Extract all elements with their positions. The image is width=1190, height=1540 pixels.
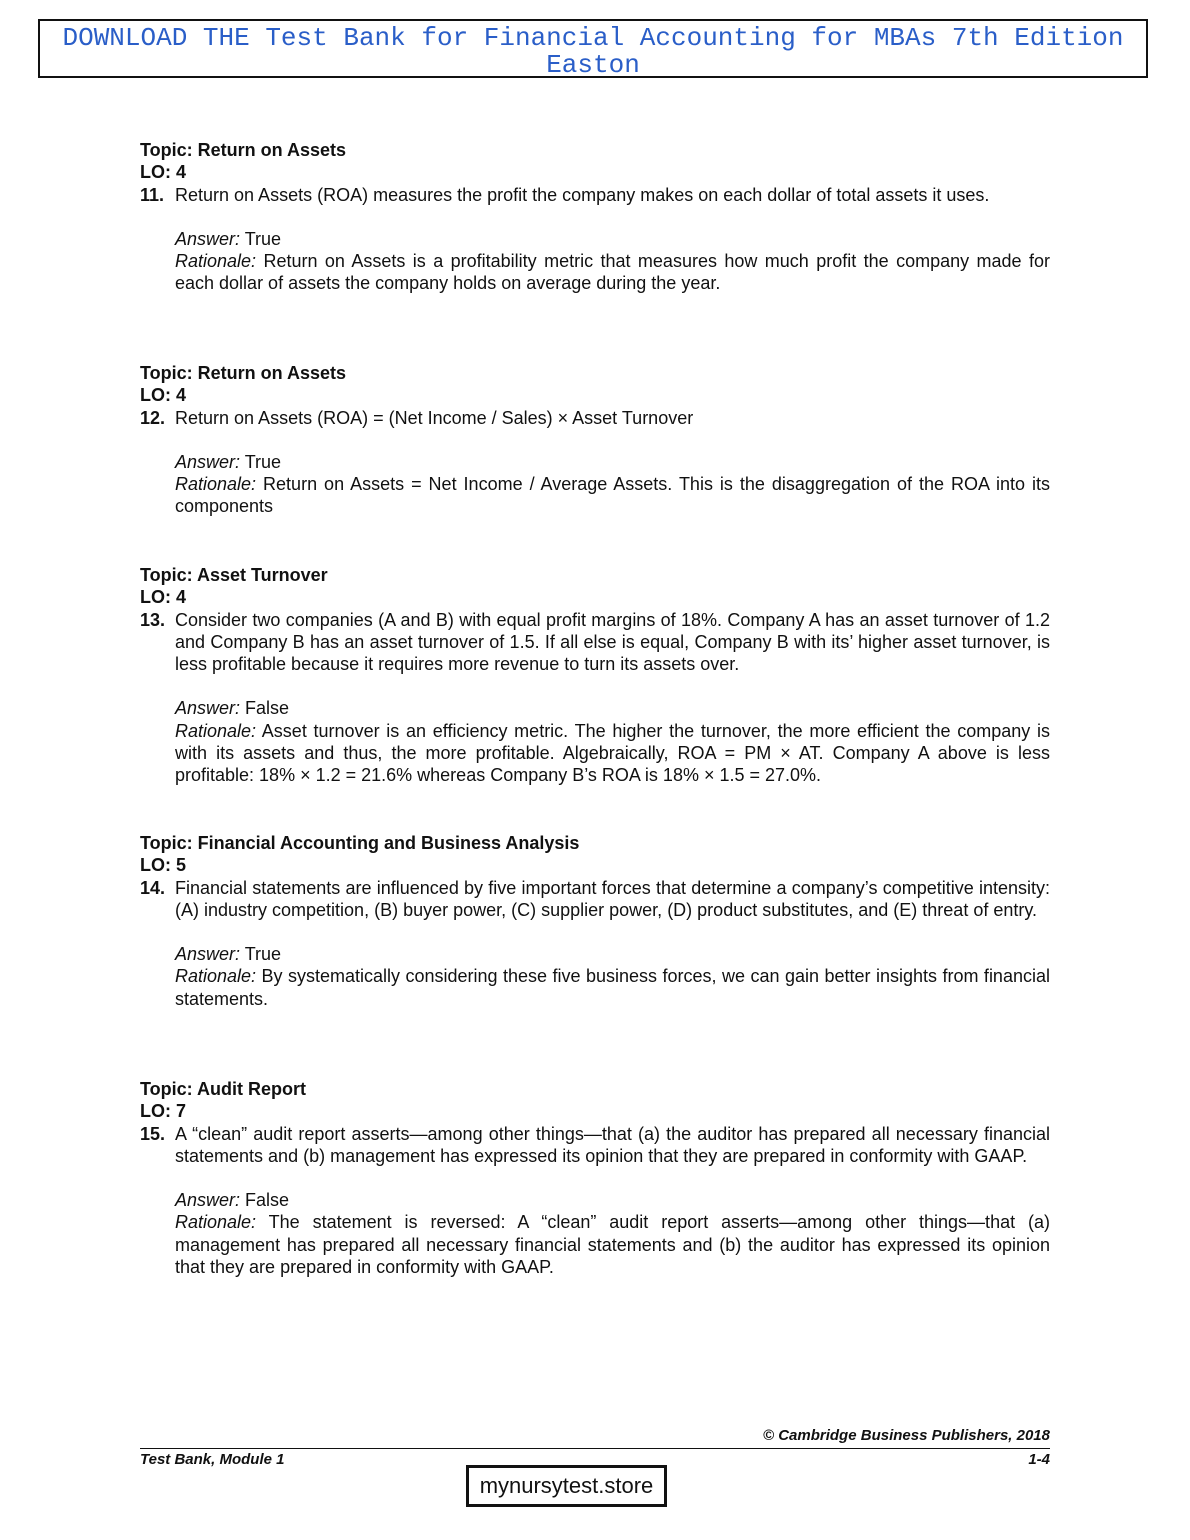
question-topic: Topic: Financial Accounting and Business Analysis (140, 833, 580, 853)
rationale-text: Return on Assets = Net Income / Average Assets. This is the disaggregation of the ROA into its components (175, 474, 1050, 517)
question-topic: Topic: Return on Assets (140, 140, 347, 160)
rationale-label: Rationale: (175, 251, 257, 272)
answer-line (175, 1189, 1050, 1211)
banner-line-1[interactable]: DOWNLOAD THE Test Bank for Financial Accounting for MBAs 7th Edition (62, 23, 1124, 53)
footer-page-number: 1-4 (1028, 1451, 1050, 1468)
answer-line (175, 943, 1050, 965)
rationale-line (175, 1211, 1050, 1278)
answer-value: True (244, 944, 282, 965)
answer-line (175, 451, 1050, 473)
question-number: 15. (140, 1123, 166, 1144)
rationale-text: The statement is reversed: A “clean” audit report asserts—among other things—that (a) management has prepared all necessary financial statements and (b) the auditor has expressed its opinion that they are prepared in conformity with GAAP. (175, 1212, 1050, 1278)
rationale-text: Return on Assets is a profitability metric that measures how much profit the company made for each dollar of assets the company holds on average during the year. (175, 251, 1050, 294)
question-text: Consider two companies (A and B) with equal profit margins of 18%. Company A has an asset turnover of 1.2 and Company B has an asset turnover of 1.5. If all else is equal, Company B with its’ higher asset turnover, is less profitable because it requires more revenue to turn its assets over. (175, 609, 1050, 675)
download-link[interactable] (40, 25, 1146, 78)
rationale-line (175, 720, 1050, 787)
question-text: Financial statements are influenced by five important forces that determine a company’s competitive intensity: (A) industry competition, (B) buyer power, (C) supplier power, (D) product substitutes, and (E) threat of entry. (175, 877, 1050, 920)
question-13 (140, 564, 1050, 832)
question-text: A “clean” audit report asserts—among other things—that (a) the auditor has prepared all necessary financial statements and (b) management has expressed its opinion that they are prepared in conformity with GAAP. (175, 1123, 1050, 1166)
answer-line (175, 228, 1050, 250)
question-lo: LO: 4 (140, 385, 187, 406)
question-12 (140, 362, 1050, 564)
rationale-label: Rationale: (175, 474, 257, 495)
question-lo: LO: 7 (140, 1101, 187, 1122)
footer-copyright: © Cambridge Business Publishers, 2018 (763, 1427, 1050, 1444)
rationale-label: Rationale: (175, 966, 257, 987)
question-11 (140, 139, 1050, 362)
answer-block (175, 943, 1050, 1010)
footer-module: Test Bank, Module 1 (140, 1451, 285, 1468)
answer-label: Answer: (175, 698, 241, 719)
question-lo: LO: 4 (140, 162, 187, 183)
question-15 (140, 1078, 1050, 1278)
footer-divider (140, 1448, 1050, 1449)
question-stem (140, 184, 1050, 206)
question-14 (140, 832, 1050, 1078)
answer-label: Answer: (175, 1190, 241, 1211)
question-stem (140, 877, 1050, 922)
rationale-line (175, 965, 1050, 1010)
question-number: 14. (140, 877, 166, 898)
question-topic: Topic: Return on Assets (140, 363, 347, 383)
banner-line-2[interactable]: Easton (546, 50, 640, 78)
question-lo: LO: 4 (140, 587, 187, 608)
rationale-line (175, 250, 1050, 295)
answer-block (175, 228, 1050, 295)
rationale-text: Asset turnover is an efficiency metric. The higher the turnover, the more efficient the company is with its assets and thus, the more profitable. Algebraically, ROA = PM × AT. Company A above is less profitable: 18% × 1.2 = 21.6% whereas Company B’s ROA is 18% × 1.5 = 27.0%. (175, 720, 1050, 786)
question-list (140, 139, 1050, 1278)
answer-label: Answer: (175, 228, 241, 249)
answer-value: False (245, 698, 290, 719)
answer-block (175, 697, 1050, 786)
watermark-link[interactable]: mynursytest.store (466, 1465, 667, 1507)
question-stem (140, 407, 1050, 429)
answer-label: Answer: (175, 451, 241, 472)
answer-value: True (244, 451, 282, 472)
download-banner[interactable] (38, 19, 1148, 78)
question-lo: LO: 5 (140, 855, 187, 876)
answer-value: True (244, 228, 282, 249)
answer-value: False (245, 1190, 290, 1211)
question-topic: Topic: Asset Turnover (140, 565, 328, 585)
answer-label: Answer: (175, 944, 241, 965)
question-text: Return on Assets (ROA) measures the profit the company makes on each dollar of total assets it uses. (175, 184, 990, 205)
rationale-label: Rationale: (175, 720, 257, 741)
answer-line (175, 697, 1050, 719)
question-text: Return on Assets (ROA) = (Net Income / Sales) × Asset Turnover (175, 407, 694, 428)
question-number: 12. (140, 407, 166, 428)
question-stem (140, 1123, 1050, 1168)
question-topic: Topic: Audit Report (140, 1079, 306, 1099)
question-number: 13. (140, 609, 166, 630)
answer-block (175, 1189, 1050, 1278)
answer-block (175, 451, 1050, 518)
rationale-label: Rationale: (175, 1212, 257, 1233)
question-stem (140, 609, 1050, 676)
rationale-text: By systematically considering these five business forces, we can gain better insights from financial statements. (175, 966, 1050, 1009)
rationale-line (175, 473, 1050, 518)
question-number: 11. (140, 184, 165, 205)
